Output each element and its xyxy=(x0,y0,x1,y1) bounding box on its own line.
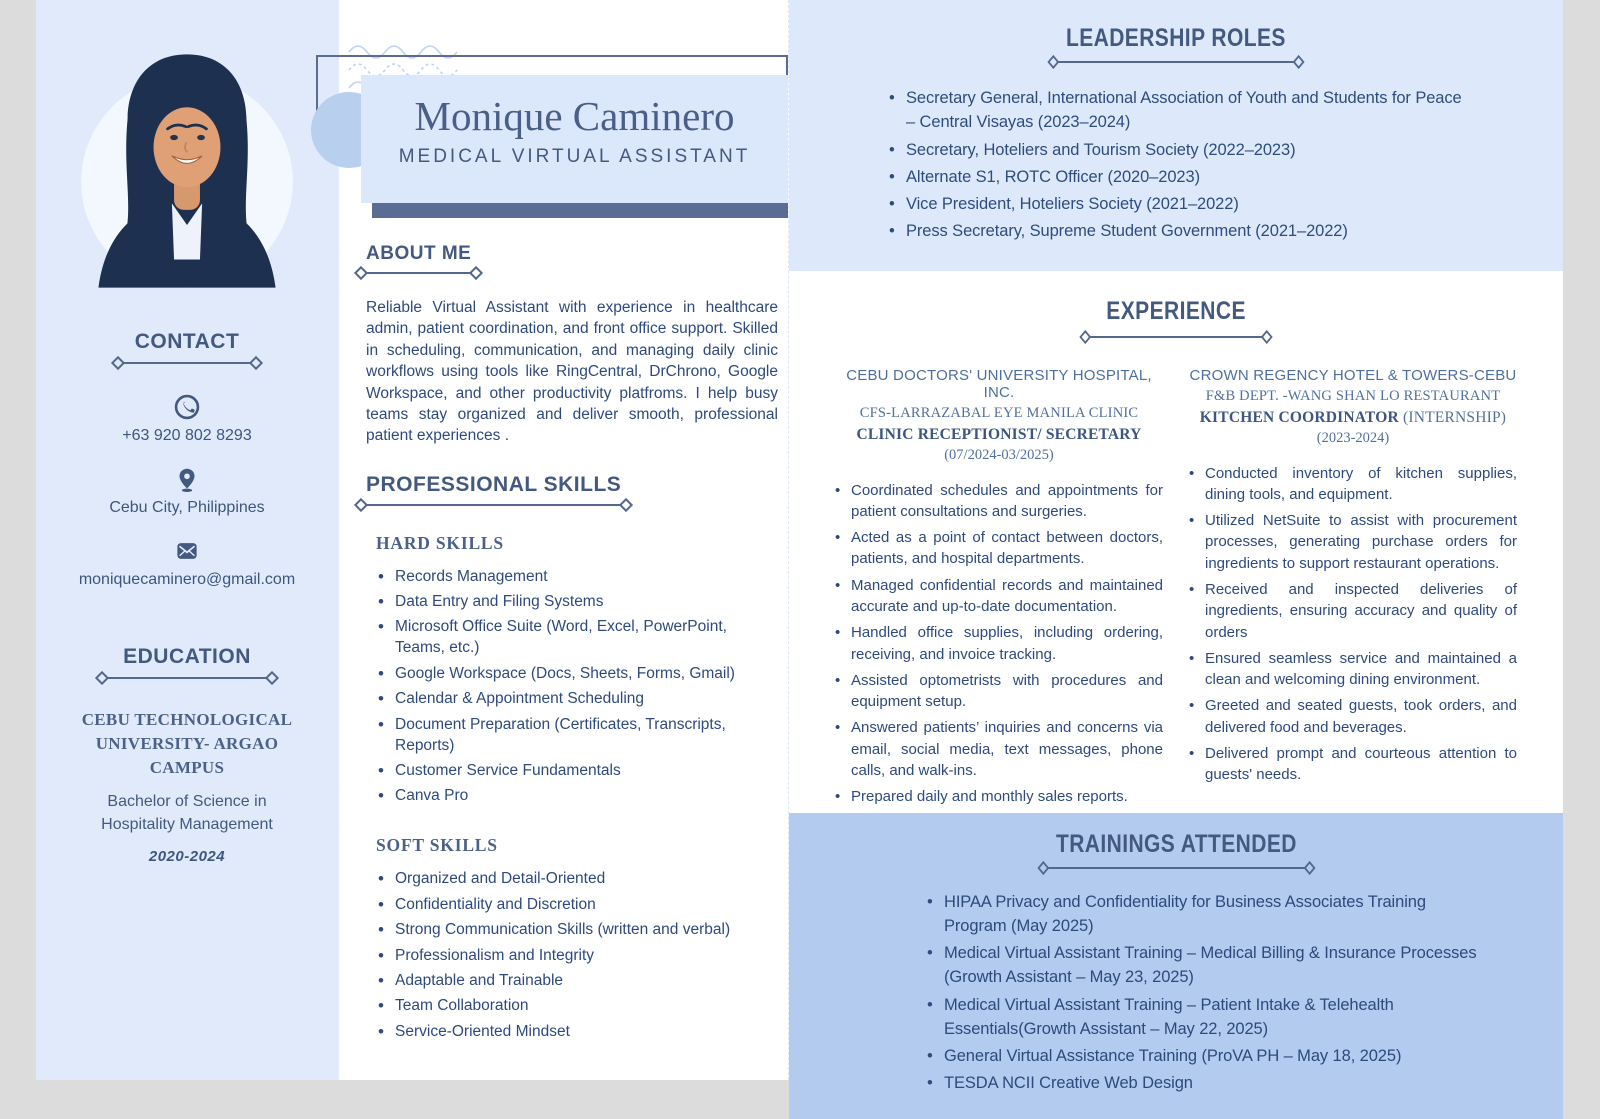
email-text: moniquecaminero@gmail.com xyxy=(78,571,296,588)
experience-heading: EXPERIENCE xyxy=(1106,296,1246,325)
email-icon xyxy=(36,537,338,565)
list-item: • Prepared daily and monthly sales reports. xyxy=(835,786,1163,807)
trainings-list xyxy=(925,890,1477,1096)
trainings-header xyxy=(1056,830,1297,873)
job-company: CROWN REGENCY HOTEL & TOWERS-CEBU xyxy=(1189,366,1517,384)
skills-heading: PROFESSIONAL SKILLS xyxy=(366,472,622,496)
job-unit: CFS-LARRAZABAL EYE MANILA CLINIC xyxy=(859,404,1139,421)
contact-section xyxy=(36,330,338,589)
sidebar xyxy=(36,0,339,1080)
list-item: • Records Management xyxy=(378,567,778,588)
list-item: • Utilized NetSuite to assist with procurement processes, generating purchase orders for ingredients to support restaurant operations. xyxy=(1189,510,1517,574)
list-item: • Document Preparation (Certificates, Transcripts, Reports) xyxy=(378,715,778,757)
job-role: KITCHEN COORDINATOR (INTERNSHIP) xyxy=(1199,408,1507,426)
diamond-icon xyxy=(95,671,109,685)
diamond-icon xyxy=(1079,329,1091,343)
degree-name: Bachelor of Science in Hospitality Management xyxy=(101,793,273,833)
list-item: • Microsoft Office Suite (Word, Excel, PowerPoint, Teams, etc.) xyxy=(378,617,778,659)
person-title: MEDICAL VIRTUAL ASSISTANT xyxy=(398,146,751,167)
trainings-heading: TRAININGS ATTENDED xyxy=(1055,829,1297,858)
list-item: • Professionalism and Integrity xyxy=(378,946,778,967)
about-heading: ABOUT ME xyxy=(366,243,472,264)
job-bullets xyxy=(835,480,1163,808)
experience-divider xyxy=(1081,332,1271,342)
leadership-divider xyxy=(1049,57,1302,67)
location-pin-icon xyxy=(36,465,338,493)
list-item: • Organized and Detail-Oriented xyxy=(378,869,778,890)
list-item: • Team Collaboration xyxy=(378,996,778,1017)
list-item: • HIPAA Privacy and Confidentiality for Business Associates Training Program (May 2025) xyxy=(925,890,1477,939)
list-item: • Canva Pro xyxy=(378,786,778,807)
phone-number: +63 920 802 8293 xyxy=(122,427,252,444)
list-item: • Secretary General, International Association of Youth and Students for Peace – Central Visayas (2023–2024) xyxy=(887,86,1468,135)
list-item: • Strong Communication Skills (written and verbal) xyxy=(378,920,778,941)
diamond-icon xyxy=(265,671,279,685)
list-item: • Delivered prompt and courteous attention to guests' needs. xyxy=(1189,743,1517,786)
name-banner xyxy=(361,75,788,203)
list-item: • Secretary, Hoteliers and Tourism Society (2022–2023) xyxy=(887,138,1468,162)
job-dates: (2023-2024) xyxy=(1316,429,1390,446)
contact-phone xyxy=(36,393,338,445)
contact-location xyxy=(36,465,338,517)
list-item: • Conducted inventory of kitchen supplies, dining tools, and equipment. xyxy=(1189,463,1517,506)
experience-grid xyxy=(789,347,1563,813)
list-item: • Managed confidential records and maintained accurate and up-to-date documentation. xyxy=(835,575,1163,618)
list-item: • Vice President, Hoteliers Society (2021–2022) xyxy=(887,192,1468,216)
list-item: • Data Entry and Filing Systems xyxy=(378,592,778,613)
education-header xyxy=(123,645,251,683)
job-bullets xyxy=(1189,463,1517,786)
soft-skills-heading: SOFT SKILLS xyxy=(376,835,498,856)
education-section xyxy=(36,645,338,865)
education-divider xyxy=(97,673,277,683)
diamond-icon xyxy=(354,266,368,280)
avatar xyxy=(79,52,295,290)
list-item: • Greeted and seated guests, took orders, and delivered food and beverages. xyxy=(1189,695,1517,738)
contact-divider xyxy=(113,358,262,368)
skills-section xyxy=(366,473,778,1043)
about-header xyxy=(366,243,471,278)
diamond-icon xyxy=(111,356,125,370)
school-name: CEBU TECHNOLOGICAL UNIVERSITY- ARGAO CAMPUS xyxy=(81,710,293,777)
diamond-icon xyxy=(469,266,483,280)
diamond-icon xyxy=(619,498,633,512)
about-divider xyxy=(356,268,481,278)
list-item: • Handled office supplies, including ordering, receiving, and invoice tracking. xyxy=(835,622,1163,665)
diamond-icon xyxy=(1261,329,1273,343)
skills-header xyxy=(366,473,621,510)
list-item: • Service-Oriented Mindset xyxy=(378,1022,778,1043)
list-item: • Press Secretary, Supreme Student Government (2021–2022) xyxy=(887,219,1468,243)
contact-header xyxy=(135,330,240,368)
list-item: • TESDA NCII Creative Web Design xyxy=(925,1071,1477,1095)
diamond-icon xyxy=(1037,861,1049,875)
hard-skills-heading: HARD SKILLS xyxy=(376,532,504,553)
right-column xyxy=(789,0,1563,1093)
skills-divider xyxy=(356,500,631,510)
diamond-icon xyxy=(249,356,263,370)
list-item: • General Virtual Assistance Training (ProVA PH – May 18, 2025) xyxy=(925,1044,1477,1068)
contact-email xyxy=(36,537,338,589)
person-name: Monique Caminero xyxy=(414,93,735,139)
leadership-panel xyxy=(789,0,1563,271)
list-item: • Coordinated schedules and appointments for patient consultations and surgeries. xyxy=(835,480,1163,523)
list-item: • Google Workspace (Docs, Sheets, Forms, Gmail) xyxy=(378,664,778,685)
diamond-icon xyxy=(1048,55,1060,69)
list-item: • Confidentiality and Discretion xyxy=(378,895,778,916)
trainings-divider xyxy=(1039,863,1313,873)
diamond-icon xyxy=(354,498,368,512)
experience-header xyxy=(1106,297,1246,342)
hard-skills-list xyxy=(366,567,778,808)
about-text: Reliable Virtual Assistant with experience in healthcare admin, patient coordination, and front office support. Skilled in scheduling, communication, and managing daily clinic workflows using tools like RingCentral, DrChrono, Google Workspace, and other productivity platfroms. I help busy teams stay organized and deliver smooth, professional patient experiences . xyxy=(366,299,778,445)
job-unit: F&B DEPT. -WANG SHAN LO RESTAURANT xyxy=(1205,387,1501,404)
education-heading: EDUCATION xyxy=(123,645,251,668)
leadership-list xyxy=(887,86,1468,244)
job-role: CLINIC RECEPTIONIST/ SECRETARY xyxy=(856,425,1142,443)
diamond-icon xyxy=(1303,861,1315,875)
trainings-panel xyxy=(789,813,1563,1119)
list-item: • Adaptable and Trainable xyxy=(378,971,778,992)
main-column xyxy=(339,0,789,1080)
leadership-header xyxy=(1066,24,1286,67)
location-text: Cebu City, Philippines xyxy=(109,499,265,516)
job-entry xyxy=(835,367,1163,813)
list-item: • Medical Virtual Assistant Training – Medical Billing & Insurance Processes (Growth Assistant – May 23, 2025) xyxy=(925,941,1477,990)
leadership-heading: LEADERSHIP ROLES xyxy=(1066,24,1286,52)
list-item: • Answered patients’ inquiries and concerns via email, social media, text messages, phone calls, and walk-ins. xyxy=(835,717,1163,781)
job-dates: (07/2024-03/2025) xyxy=(944,446,1054,463)
phone-icon xyxy=(36,393,338,421)
profile-photo xyxy=(79,52,295,290)
list-item: • Customer Service Fundamentals xyxy=(378,761,778,782)
soft-skills-list xyxy=(366,869,778,1042)
list-item: • Ensured seamless service and maintained a clean and welcoming dining environment. xyxy=(1189,648,1517,691)
list-item: • Alternate S1, ROTC Officer (2020–2023) xyxy=(887,165,1468,189)
about-section xyxy=(366,243,778,447)
list-item: • Medical Virtual Assistant Training – Patient Intake & Telehealth Essentials(Growth Assistant – May 22, 2025) xyxy=(925,993,1477,1042)
contact-heading: CONTACT xyxy=(134,330,240,353)
list-item: • Calendar & Appointment Scheduling xyxy=(378,689,778,710)
list-item: • Acted as a point of contact between doctors, patients, and hospital departments. xyxy=(835,527,1163,570)
experience-section xyxy=(789,271,1563,813)
job-company: CEBU DOCTORS' UNIVERSITY HOSPITAL, INC. xyxy=(846,366,1152,401)
list-item: • Assisted optometrists with procedures and equipment setup. xyxy=(835,670,1163,713)
diamond-icon xyxy=(1293,55,1305,69)
education-years: 2020-2024 xyxy=(148,848,226,866)
job-entry xyxy=(1189,367,1517,813)
list-item: • Received and inspected deliveries of ingredients, ensuring accuracy and quality of orders xyxy=(1189,579,1517,643)
accent-bar xyxy=(372,203,788,218)
resume-page xyxy=(36,0,1563,1093)
